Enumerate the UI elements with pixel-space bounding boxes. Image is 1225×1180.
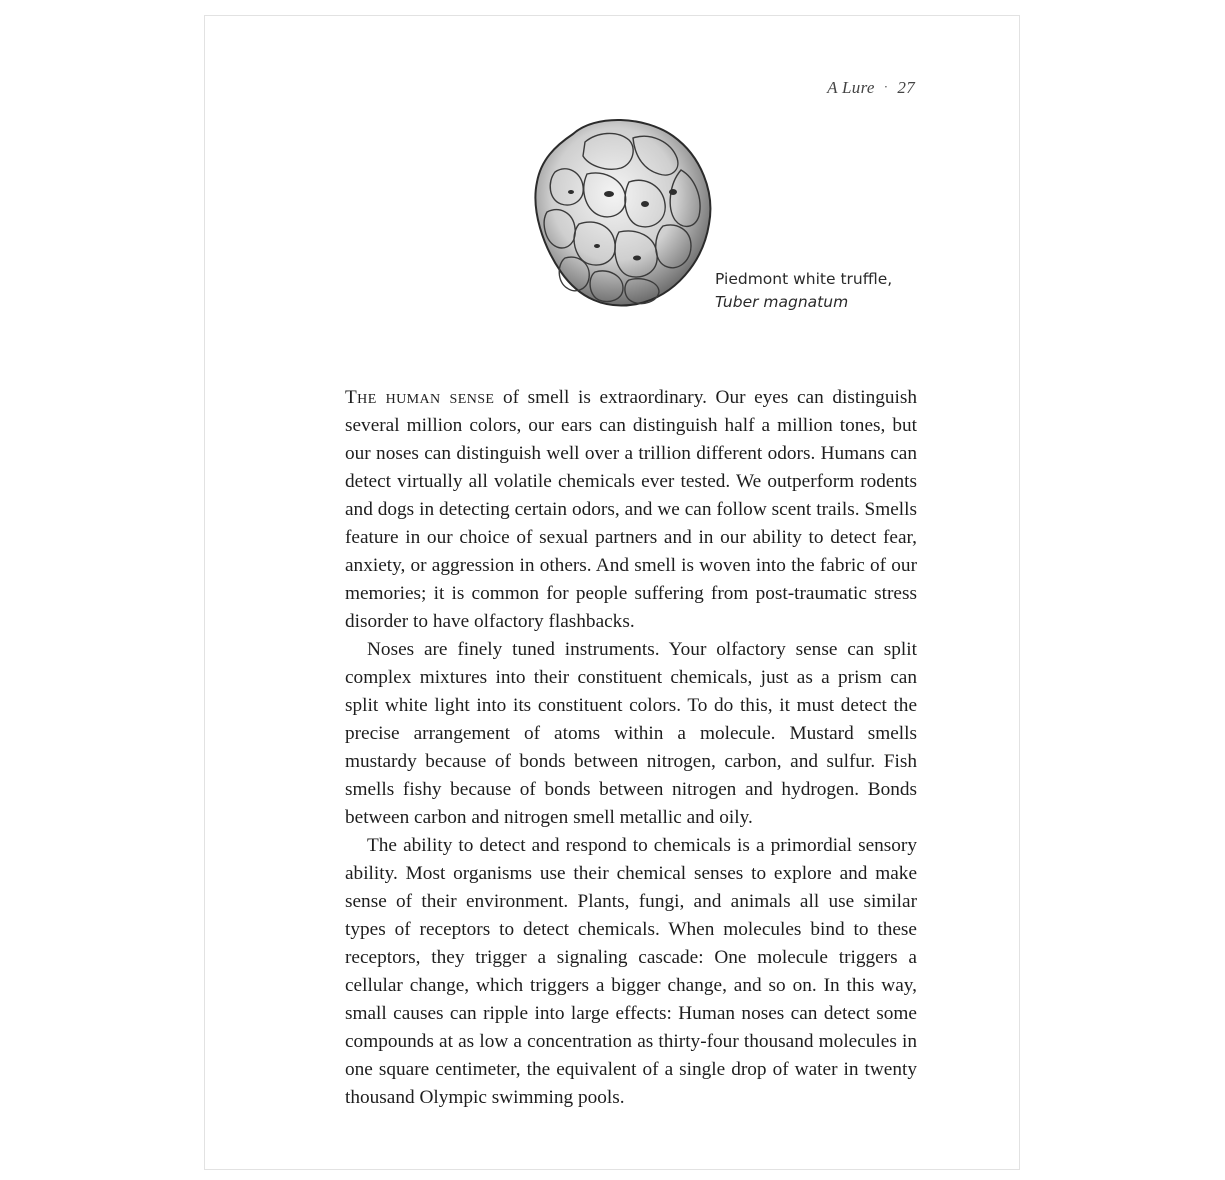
caption-scientific-name: Tuber magnatum [715,293,849,311]
paragraph-1-text: of smell is extraordinary. Our eyes can distinguish several million colors, our ears can distinguish half a million tones, but our noses can distinguish well over a trillion different odors. Humans can detect virtually all volatile chemicals ever tested. We outperform rodents and dogs in detecting certain odors, and we can follow scent trails. Smells feature in our choice of sexual partners and in our ability to detect fear, anxiety, or aggression in others. And smell is woven into the fabric of our memories; it is common for people suffering from post-traumatic stress disorder to have olfactory flashbacks. [345,387,917,632]
paragraph-3: The ability to detect and respond to chemicals is a primordial sensory ability. Most organisms use their chemical senses to explore and make sense of their environment. Plants, fungi, and animals all use similar types of receptors to detect chemicals. When molecules bind to these receptors, they trigger a signaling cascade: One molecule triggers a cellular change, which triggers a bigger change, and so on. In this way, small causes can ripple into large effects: Human noses can detect some compounds at as low a concentration as thirty-four thousand molecules in one square centimeter, the equivalent of a single drop of water in twenty thousand Olympic swimming pools. [345,835,917,1108]
book-page [204,15,1020,1170]
page-number: 27 [897,78,915,97]
caption-common-name: Piedmont white truffle, [715,270,893,288]
body-text [345,384,917,1112]
paragraph-1 [345,384,917,636]
header-separator: · [883,79,889,94]
paragraph-lead-in: The human sense [345,387,495,408]
truffle-illustration [525,112,715,312]
chapter-title: A Lure [827,78,875,97]
figure-caption [715,268,892,314]
paragraph-2: Noses are finely tuned instruments. Your olfactory sense can split complex mixtures into their constituent chemicals, just as a prism can split white light into its constituent colors. To do this, it must detect the precise arrangement of atoms within a molecule. Mustard smells mustardy because of bonds between nitrogen, carbon, and sulfur. Fish smells fishy because of bonds between nitrogen and hydrogen. Bonds between carbon and nitrogen smell metallic and oily. [345,639,917,828]
running-head [827,78,915,98]
